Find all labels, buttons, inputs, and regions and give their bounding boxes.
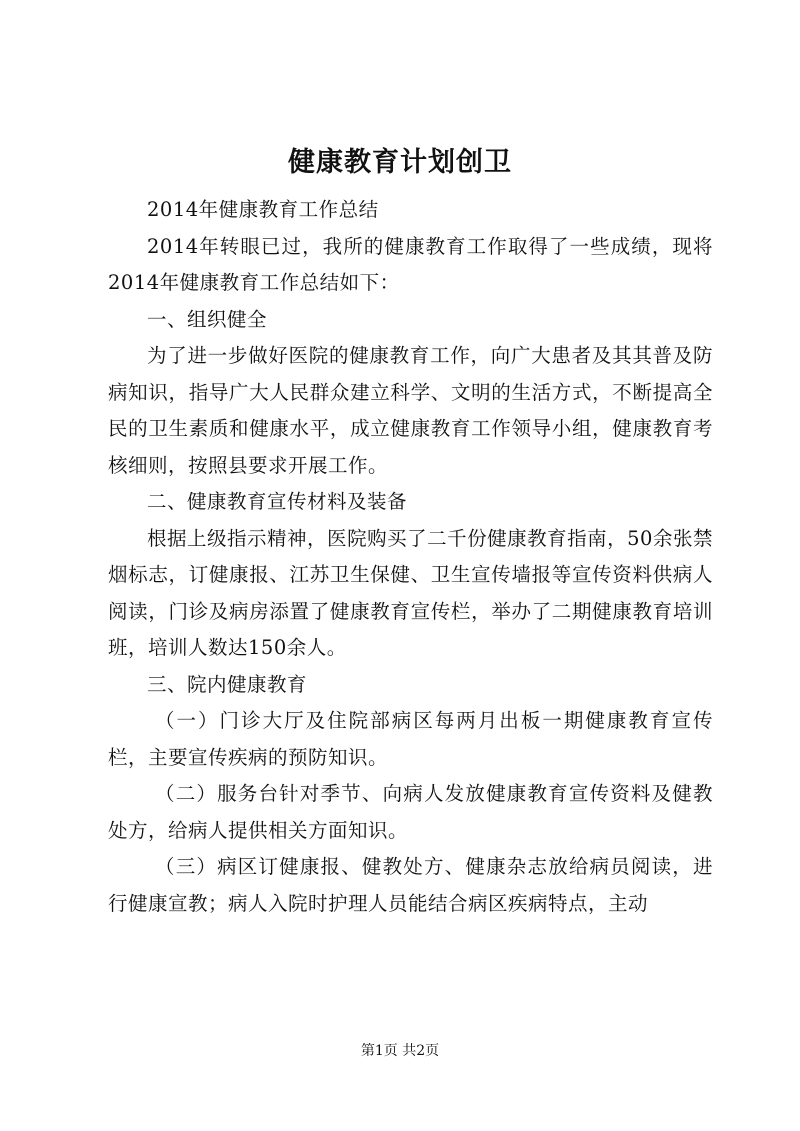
page-footer: 第1页 共2页 — [360, 1043, 440, 1059]
paragraph: 2014年转眼已过，我所的健康教育工作取得了一些成绩，现将2014年健康教育工作总结如下： — [108, 234, 713, 294]
paragraph: 根据上级指示精神，医院购买了二千份健康教育指南，50余张禁烟标志，订健康报、江苏卫生保健、卫生宣传墙报等宣传资料供病人阅读，门诊及病房添置了健康教育宣传栏，举办了二期健康教育培训班，培训人数达150余人。 — [108, 526, 713, 659]
paragraph: 2014年健康教育工作总结 — [147, 198, 379, 221]
document-body — [108, 192, 713, 922]
section-heading: 二、健康教育宣传材料及装备 — [147, 490, 408, 513]
document-title: 健康教育计划创卫 — [288, 147, 512, 178]
section-heading: 三、院内健康教育 — [147, 672, 308, 696]
section-heading: 一、组织健全 — [147, 307, 268, 331]
list-item: （二）服务台针对季节、向病人发放健康教育宣传资料及健教处方，给病人提供相关方面知识。 — [108, 782, 713, 842]
list-item: （一）门诊大厅及住院部病区每两月出板一期健康教育宣传栏，主要宣传疾病的预防知识。 — [108, 709, 713, 769]
paragraph: 为了进一步做好医院的健康教育工作，向广大患者及其其普及防病知识，指导广大人民群众建立科学、文明的生活方式，不断提高全民的卫生素质和健康水平，成立健康教育工作领导小组，健康教育考核细则，按照县要求开展工作。 — [108, 344, 713, 477]
list-item: （三）病区订健康报、健教处方、健康杂志放给病员阅读，进行健康宣教；病人入院时护理人员能结合病区疾病特点，主动 — [108, 855, 713, 915]
